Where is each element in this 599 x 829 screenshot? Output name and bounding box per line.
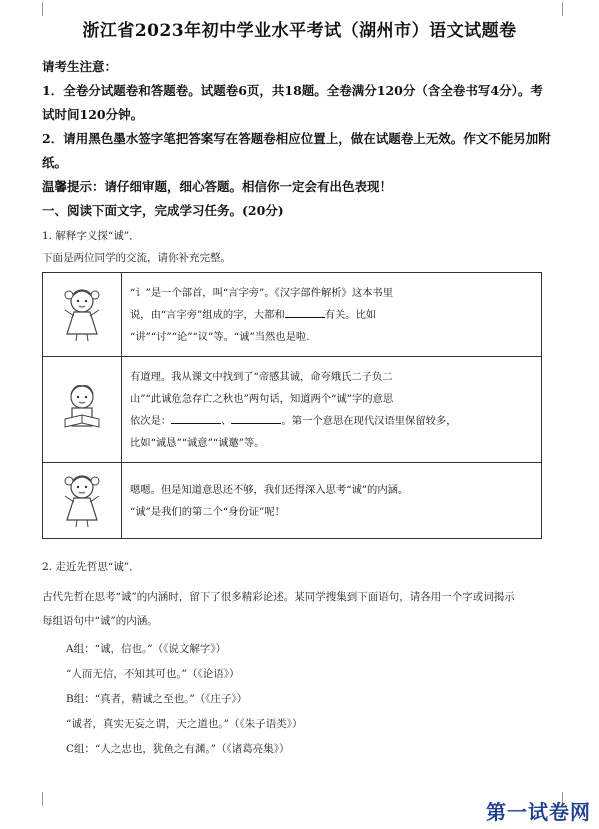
group-line: A组：“诚，信也。”（《说文解字》） [66,643,227,655]
notice-1-line-1: 1．全卷分试题卷和答题卷。试题卷6页，共18题。全卷满分120分（含全卷书写4分）。考 [42,83,543,98]
dialog-1-line-1: “讠”是一个部首，叫“言字旁”。《汉字部件解析》这本书里 [130,286,394,299]
notice-2-line-2: 纸。 [42,155,68,170]
girl-cartoon-icon [57,470,107,528]
group-line: “人而无信，不知其可也。”（《论语》） [66,668,240,680]
dialog-2-line-4: 比如“诚恳”“诚意”“诚邀”等。 [130,436,265,449]
dialog-2-line-2: 山”“此诚危急存亡之秋也”两句话，知道两个“诚”字的意思 [130,392,394,405]
dialog-3-line-2: “诚”是我们的第二个“身份证”呢！ [130,505,285,518]
student-girl-picture-2 [43,463,122,539]
girl-cartoon-icon [57,284,107,342]
notice-1-line-2: 试时间120分钟。 [42,107,144,122]
question-1-intro: 下面是两位同学的交流，请你补充完整。 [42,252,231,264]
question-2-intro-1: 古代先哲在思考“诚”的内涵时，留下了很多精彩论述。某同学搜集到下面语句，请各用一个字或词揭示 [42,591,515,603]
student-girl-picture [43,273,122,357]
dialog-table [42,272,542,539]
dialog-text-2 [122,357,542,463]
dialog-2-line-3-start: 依次是： [130,414,172,427]
question-2-title: 2. 走近先哲思“诚”． [42,561,140,573]
dialog-1-line-3: “讲”“讨”“论”“议”等。“诚”当然也是啦. [130,330,310,343]
student-boy-picture [43,357,122,463]
crop-mark-top-left [28,2,43,16]
question-1-title: 1. 解释字义探“诚”． [42,230,140,242]
answer-blank-2[interactable] [171,413,221,424]
notice-2-line-1: 2．请用黑色墨水签字笔把答案写在答题卷相应位置上，做在试题卷上无效。作文不能另加附 [42,131,551,146]
dialog-2-line-1: 有道理。我从课文中找到了“帝感其诚，命夸娥氏二子负二 [130,370,393,383]
dialog-3-line-1: 嗯嗯。但是知道意思还不够，我们还得深入思考“诚”的内涵。 [130,483,409,496]
dialog-1-line-2-end: 有关。比如 [324,308,377,321]
dialog-2-separator: 、 [221,414,232,427]
answer-blank-1[interactable] [285,307,325,318]
exam-title: 浙江省2023年初中学业水平考试（湖州市）语文试题卷 [82,21,517,41]
section-1-heading: 一、阅读下面文字，完成学习任务。(20分) [42,203,284,218]
dialog-text-1 [122,273,542,357]
question-2-intro-2: 每组语句中“诚”的内涵。 [42,615,158,627]
crop-mark-bottom-left [28,792,43,806]
group-line: C组：“人之忠也，犹鱼之有渊。”（《诸葛亮集》） [66,743,290,755]
notice-heading: 请考生注意： [42,59,118,74]
dialog-2-line-3 [130,410,533,432]
exam-page [42,16,557,759]
crop-mark-top-right [562,2,577,16]
warm-tip: 温馨提示：请仔细审题，细心答题。相信你一定会有出色表现！ [42,179,393,194]
group-line: B组：“真者，精诚之至也。”（《庄子》） [66,693,248,705]
group-line: “诚者，真实无妄之谓，天之道也。”（《朱子语类》） [66,718,303,730]
dialog-2-line-3-end: 。第一个意思在现代汉语里保留较多， [281,414,457,427]
answer-blank-3[interactable] [231,413,281,424]
watermark-logo: 第一试卷网 [486,800,591,824]
dialog-1-line-2 [130,304,533,326]
dialog-1-line-2-start: 说，由“言字旁”组成的字，大都和 [130,308,285,321]
dialog-text-3 [122,463,542,539]
boy-reading-icon [57,381,107,435]
